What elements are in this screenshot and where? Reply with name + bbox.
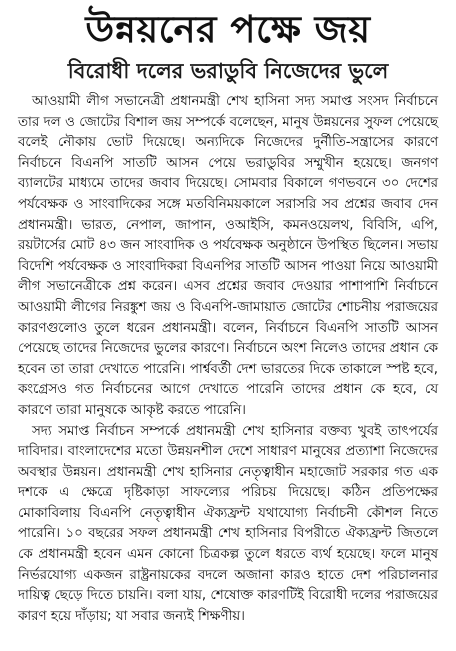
headline: উন্নয়নের পক্ষে জয় — [85, 8, 371, 51]
article-paragraph: আওয়ামী লীগ সভানেত্রী প্রধানমন্ত্রী শেখ হাসিনা সদ্য সমাপ্ত সংসদ নির্বাচনে তার দল ও জোটের বিশাল জয় সম্পর্কে বলেছেন, মানুষ উন্নয়নের সুফল পেয়েছে বলেই নৌকায় ভোট দিয়েছে। অন্যদিকে নিজেদের দুর্নীতি-সন্ত্রাসের কারণে নির্বাচনে বিএনপি সাতটি আসন পেয়ে ভরাডুবির সম্মুখীন হয়েছে। জনগণ ব্যালটের মাধ্যমে তাদের জবাব দিয়েছে। সোমবার বিকালে গণভবনে ৩০ দেশের পর্যবেক্ষক ও সাংবাদিকের সঙ্গে মতবিনিময়কালে সরাসরি সব প্রশ্নের জবাব দেন প্রধানমন্ত্রী। ভারত, নেপাল, জাপান, ওআইসি, কমনওয়েলথ, বিবিসি, এপি, রয়টার্সের মোট ৪৩ জন সাংবাদিক ও পর্যবেক্ষক অনুষ্ঠানে উপস্থিত ছিলেন। সভায় বিদেশি পর্যবেক্ষক ও সাংবাদিকরা বিএনপির সাতটি আসন পাওয়া নিয়ে আওয়ামী লীগ সভানেত্রীকে প্রশ্ন করেন। এসব প্রশ্নের জবাব দেওয়ার পাশাপাশি নির্বাচনে আওয়ামী লীগের নিরঙ্কুশ জয় ও বিএনপি-জামায়াত জোটের শোচনীয় পরাজয়ের কারণগুলোও তুলে ধরেন প্রধানমন্ত্রী। বলেন, নির্বাচনে বিএনপি সাতটি আসন পেয়েছে তাদের নিজেদের ভুলের কারণে। নির্বাচনে অংশ নিলেও তাদের প্রধান কে হবেন তা তারা দেখাতে পারেনি। পার্শ্ববর্তী দেশ ভারতের দিকে তাকালে স্পষ্ট হবে, কংগ্রেসও গত নির্বাচনের আগে দেখাতে পারেনি তাদের প্রধান কে হবে, যে কারণে তারা মানুষকে আকৃষ্ট করতে পারেনি। — [18, 94, 438, 418]
subheadline: বিরোধী দলের ভরাডুবি নিজেদের ভুলে — [67, 59, 389, 83]
article-paragraph: সদ্য সমাপ্ত নির্বাচন সম্পর্কে প্রধানমন্ত্রী শেখ হাসিনার বক্তব্য খুবই তাৎপর্যের দাবিদার। বাংলাদেশের মতো উন্নয়নশীল দেশে সাধারণ মানুষের প্রত্যাশা নিজেদের অবস্থার উন্নয়ন। প্রধানমন্ত্রী শেখ হাসিনার নেতৃত্বাধীন মহাজোট সরকার গত এক দশকে এ ক্ষেত্রে দৃষ্টিকাড়া সাফল্যের পরিচয় দিয়েছে। কঠিন প্রতিপক্ষের মোকাবিলায় বিএনপি নেতৃত্বাধীন ঐক্যফ্রন্ট যথাযোগ্য নির্বাচনী কৌশল নিতে পারেনি। ১০ বছরের সফল প্রধানমন্ত্রী শেখ হাসিনার বিপরীতে ঐক্যফ্রন্ট জিতলে কে প্রধানমন্ত্রী হবেন এমন কোনো চিত্রকল্প তুলে ধরতে ব্যর্থ হয়েছে। ফলে মানুষ নির্ভরযোগ্য একজন রাষ্ট্রনায়কের বদলে অজানা কারও হাতে দেশ পরিচালনার দায়িত্ব ছেড়ে দিতে চায়নি। বলা যায়, শেষোক্ত কারণটিই বিরোধী দলের পরাজয়ের কারণ হয়ে দাঁড়ায়; যা সবার জন্যই শিক্ষণীয়। — [18, 423, 438, 624]
article-body — [18, 92, 438, 627]
